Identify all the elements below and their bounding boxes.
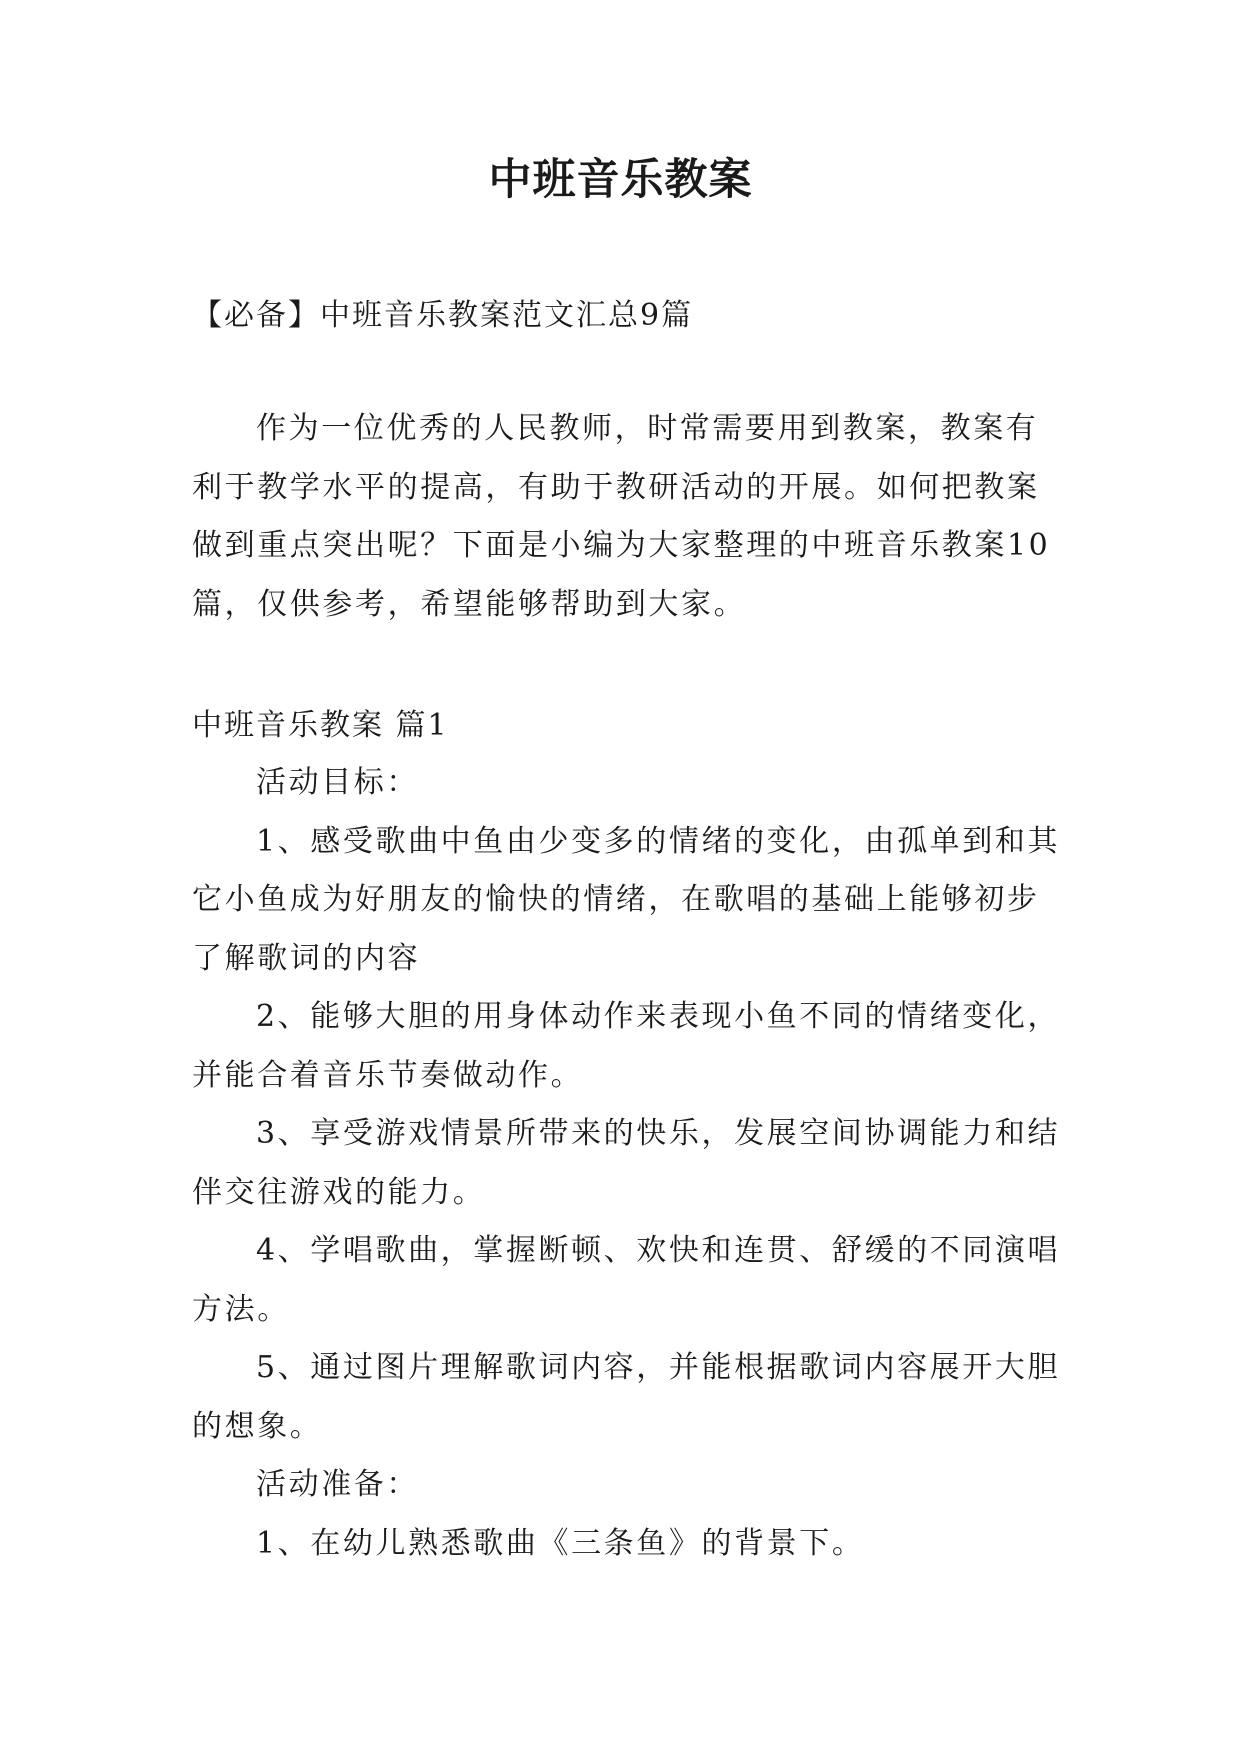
paragraph-goal-4: 4、学唱歌曲，掌握断顿、欢快和连贯、舒缓的不同演唱方法。 [192, 1233, 1061, 1327]
intro-paragraph: 作为一位优秀的人民教师，时常需要用到教案，教案有利于教学水平的提高，有助于教研活动的开展。如何把教案做到重点突出呢？下面是小编为大家整理的中班音乐教案10篇，仅供参考，希望能够帮助到大家。 [192, 411, 1051, 622]
paragraph-goal-5: 5、通过图片理解歌词内容，并能根据歌词内容展开大胆的想象。 [192, 1350, 1061, 1444]
document-subtitle: 【必备】中班音乐教案范文汇总9篇 [192, 298, 694, 333]
paragraph-goal-3: 3、享受游戏情景所带来的快乐，发展空间协调能力和结伴交往游戏的能力。 [192, 1116, 1061, 1210]
paragraph-preparation-1: 1、在幼儿熟悉歌曲《三条鱼》的背景下。 [256, 1525, 865, 1561]
paragraph-activity-preparation: 活动准备： [256, 1467, 419, 1502]
section-heading: 中班音乐教案 篇1 [192, 708, 449, 743]
document-title: 中班音乐教案 [488, 155, 753, 205]
lesson-section-1 [192, 698, 1072, 1573]
paragraph-activity-goals: 活动目标： [256, 765, 419, 800]
paragraph-goal-1: 1、感受歌曲中鱼由少变多的情绪的变化，由孤单到和其它小鱼成为好朋友的愉快的情绪，在歌唱的基础上能够初步了解歌词的内容 [192, 823, 1061, 976]
paragraph-goal-2: 2、能够大胆的用身体动作来表现小鱼不同的情绪变化，并能合着音乐节奏做动作。 [192, 999, 1061, 1093]
